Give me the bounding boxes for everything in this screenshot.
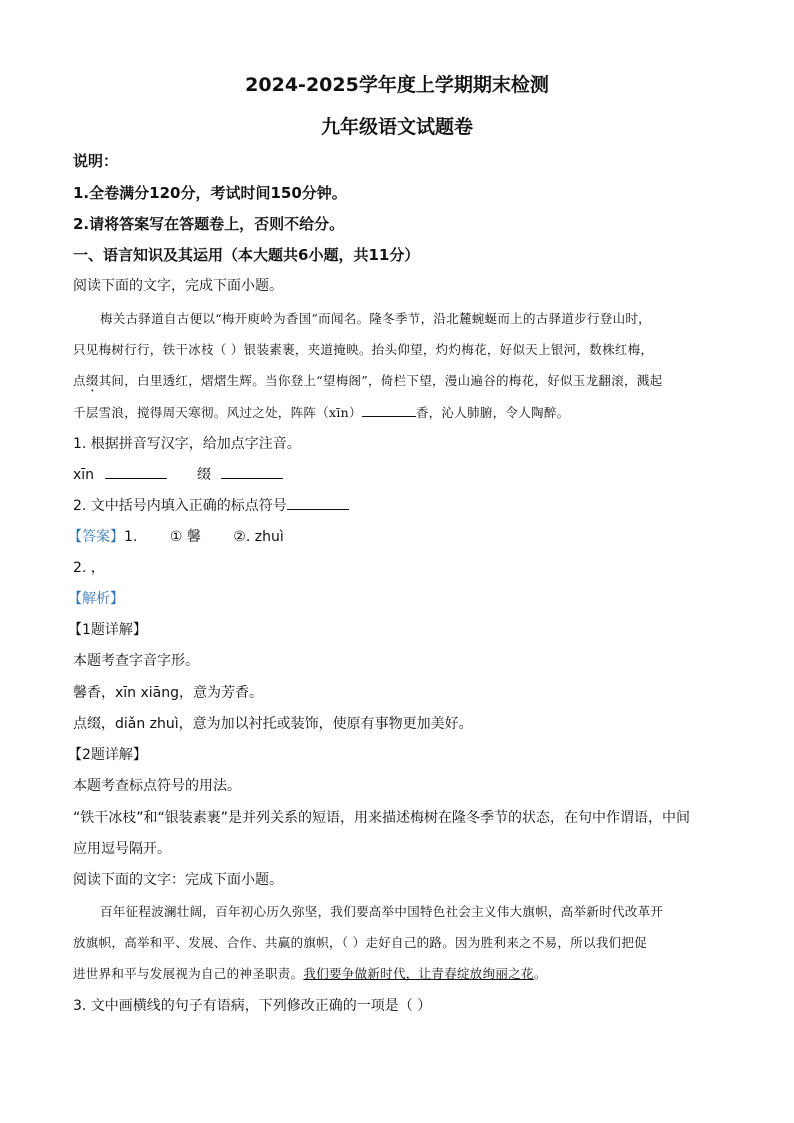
pinyin-label: xīn	[73, 467, 95, 483]
answer-item: ②. zhuì	[233, 529, 284, 545]
question-2-text: 2. 文中括号内填入正确的标点符号	[73, 498, 287, 514]
analysis-paragraph: “铁干冰枝”和“银装素裹”是并列关系的短语，用来描述梅树在隆冬季节的状态，在句中作谓语，中间	[73, 810, 691, 826]
answer-item: ① 馨	[169, 529, 201, 545]
passage-text: 进世界和平与发展视为自己的神圣职责。	[73, 966, 304, 981]
passage-line	[73, 371, 662, 395]
dotted-char: 缀	[85, 373, 99, 388]
analysis-label: 【解析】	[68, 591, 124, 607]
instruction-item: 2.请将答案写在答题卷上，否则不给分。	[73, 215, 345, 233]
passage-line	[73, 964, 547, 982]
reading-intro: 阅读下面的文字：完成下面小题。	[73, 872, 283, 888]
passage-line: 只见梅树行行，铁干冰枝（ ）银装素裹，夹道掩映。抬头仰望，灼灼梅花，好似天上银河，数株红梅，	[73, 342, 654, 357]
analysis-paragraph: 馨香，xīn xiāng，意为芳香。	[73, 685, 264, 701]
char-label: 缀	[196, 467, 211, 483]
answer-blank	[221, 464, 283, 479]
page-title: 2024-2025学年度上学期期末检测	[245, 74, 549, 96]
analysis-paragraph: 应用逗号隔开。	[73, 841, 171, 857]
analysis-subheading: 【2题详解】	[68, 747, 147, 763]
passage-text: 。	[533, 966, 547, 981]
passage-line: 百年征程波澜壮阔，百年初心历久弥坚，我们要高举中国特色社会主义伟大旗帜，高举新时代改革开	[100, 904, 664, 919]
passage-line: 放旗帜，高举和平、发展、合作、共赢的旗帜，（ ）走好自己的路。因为胜利来之不易，所以我们把促	[73, 935, 648, 950]
question-1-blanks	[73, 464, 283, 484]
answer-blank	[105, 464, 167, 479]
answer-label: 【答案】	[68, 529, 124, 545]
question-1: 1. 根据拼音写汉字，给加点字注音。	[73, 436, 301, 452]
passage-text: 千层雪浪，搅得周天寒彻。风过之处，阵阵（xīn）	[73, 405, 362, 420]
passage-line: 梅关古驿道自古便以“梅开庾岭为香国”而闻名。隆冬季节，沿北麓蜿蜒而上的古驿道步行登山时，	[100, 311, 651, 326]
passage-text: 其间，白里透红，熠熠生辉。当你登上“望梅阁”，倚栏下望，漫山遍谷的梅花，好似玉龙翻滚，溅起	[98, 373, 663, 388]
passage-line	[73, 402, 569, 421]
instructions-label: 说明：	[73, 152, 119, 170]
passage-text: 香，沁人肺腑，令人陶醉。	[415, 405, 570, 420]
answer-line	[68, 526, 284, 546]
underlined-sentence: 我们要争做新时代，让青春绽放绚丽之花	[303, 966, 534, 981]
fill-blank	[362, 402, 416, 417]
page-subtitle: 九年级语文试题卷	[320, 116, 473, 138]
reading-intro: 阅读下面的文字，完成下面小题。	[73, 278, 283, 294]
answer-line-2: 2. ，	[73, 560, 105, 576]
analysis-paragraph: 点缀，diǎn zhuì，意为加以衬托或装饰，使原有事物更加美好。	[73, 716, 473, 732]
passage-text: 点	[73, 373, 86, 388]
question-3: 3. 文中画横线的句子有语病，下列修改正确的一项是（ ）	[73, 998, 432, 1014]
answer-number: 1.	[124, 529, 138, 545]
section-heading: 一、语言知识及其运用（本大题共6小题，共11分）	[73, 246, 420, 264]
analysis-paragraph: 本题考查标点符号的用法。	[73, 778, 241, 794]
question-2	[73, 495, 349, 515]
analysis-paragraph: 本题考查字音字形。	[73, 653, 199, 669]
analysis-subheading: 【1题详解】	[68, 622, 147, 638]
instruction-item: 1.全卷满分120分，考试时间150分钟。	[73, 184, 347, 202]
answer-blank	[287, 495, 349, 510]
